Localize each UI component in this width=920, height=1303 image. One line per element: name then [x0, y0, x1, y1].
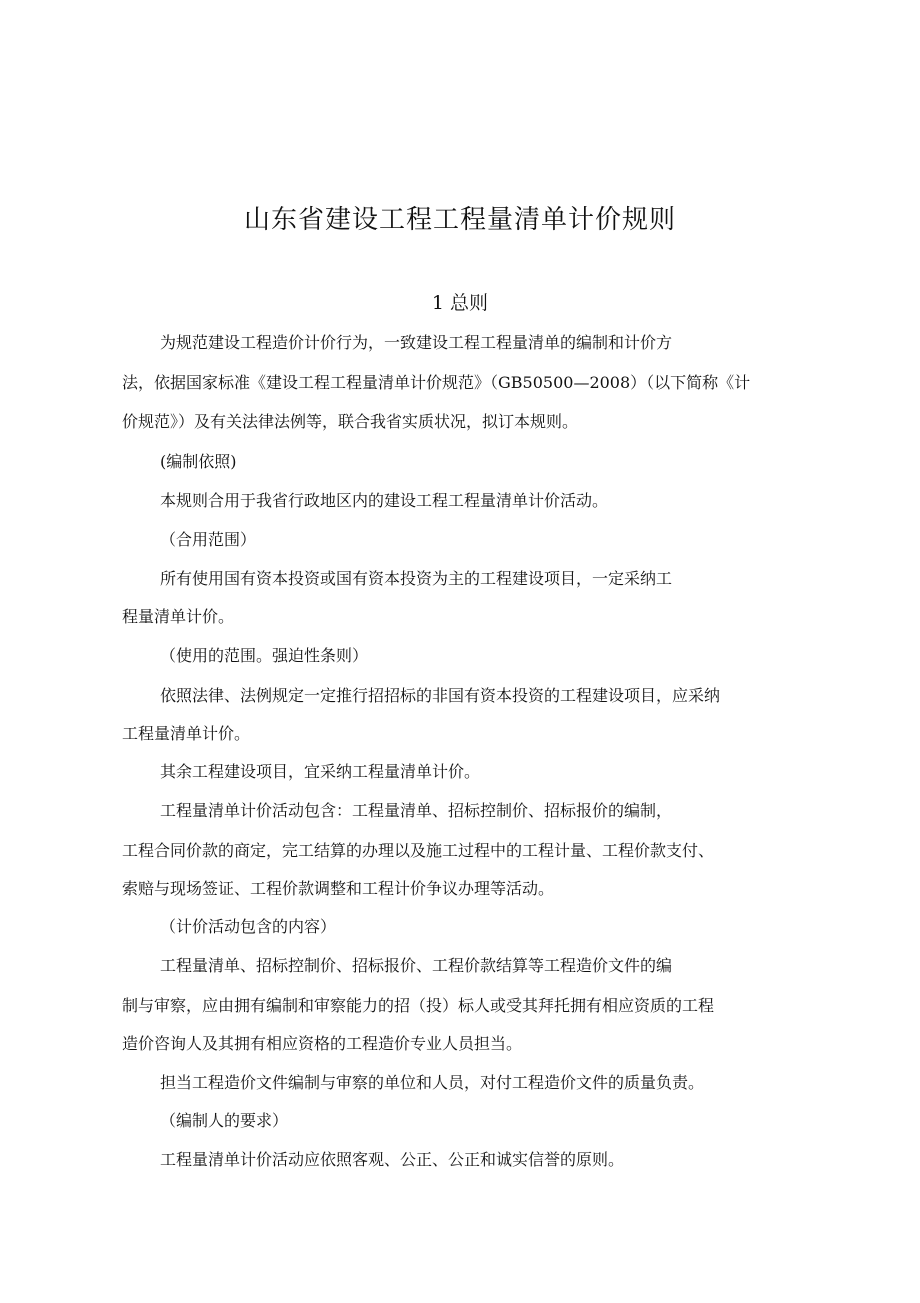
clause-note: （合用范围） [160, 530, 257, 549]
document-title: 山东省建设工程工程量清单计价规则 [243, 205, 676, 235]
clause-note: （编制人的要求） [160, 1111, 289, 1130]
paragraph-line: 制与审察，应由拥有编制和审察能力的招（投）标人或受其拜托拥有相应资质的工程 [122, 996, 715, 1015]
paragraph-line: 造价咨询人及其拥有相应资格的工程造价专业人员担当。 [122, 1034, 523, 1053]
paragraph-line: 工程合同价款的商定，完工结算的办理以及施工过程中的工程计量、工程价款支付、 [122, 841, 715, 860]
clause-note: （计价活动包含的内容） [160, 917, 337, 936]
paragraph-line: 索赔与现场签证、工程价款调整和工程计价争议办理等活动。 [122, 879, 555, 898]
paragraph-line: 工程量清单、招标控制价、招标报价、工程价款结算等工程造价文件的编 [160, 956, 673, 975]
paragraph-line: 本规则合用于我省行政地区内的建设工程工程量清单计价活动。 [160, 491, 609, 510]
clause-note: (编制依照) [160, 452, 237, 471]
section-heading: 1 总则 [431, 292, 489, 314]
paragraph-line: 依照法律、法例规定一定推行招招标的非国有资本投资的工程建设项目，应采纳 [160, 686, 721, 705]
paragraph-line: 法，依据国家标准《建设工程工程量清单计价规范》（GB50500—2008）（以下简称《计 [122, 373, 751, 392]
paragraph-line: 工程量清单计价。 [122, 724, 251, 743]
paragraph-line: 程量清单计价。 [122, 607, 235, 626]
paragraph-line: 工程量清单计价活动应依照客观、公正、公正和诚实信誉的原则。 [160, 1150, 625, 1169]
paragraph-line: 工程量清单计价活动包含：工程量清单、招标控制价、招标报价的编制， [160, 801, 673, 820]
clause-note: （使用的范围。强迫性条则） [160, 646, 369, 665]
paragraph-line: 为规范建设工程造价计价行为，一致建设工程工程量清单的编制和计价方 [160, 333, 673, 352]
paragraph-line: 担当工程造价文件编制与审察的单位和人员，对付工程造价文件的质量负责。 [160, 1073, 705, 1092]
paragraph-line: 所有使用国有资本投资或国有资本投资为主的工程建设项目，一定采纳工 [160, 569, 673, 588]
paragraph-line: 价规范》）及有关法律法例等，联合我省实质状况，拟订本规则。 [122, 412, 579, 431]
paragraph-line: 其余工程建设项目，宜采纳工程量清单计价。 [160, 762, 481, 781]
